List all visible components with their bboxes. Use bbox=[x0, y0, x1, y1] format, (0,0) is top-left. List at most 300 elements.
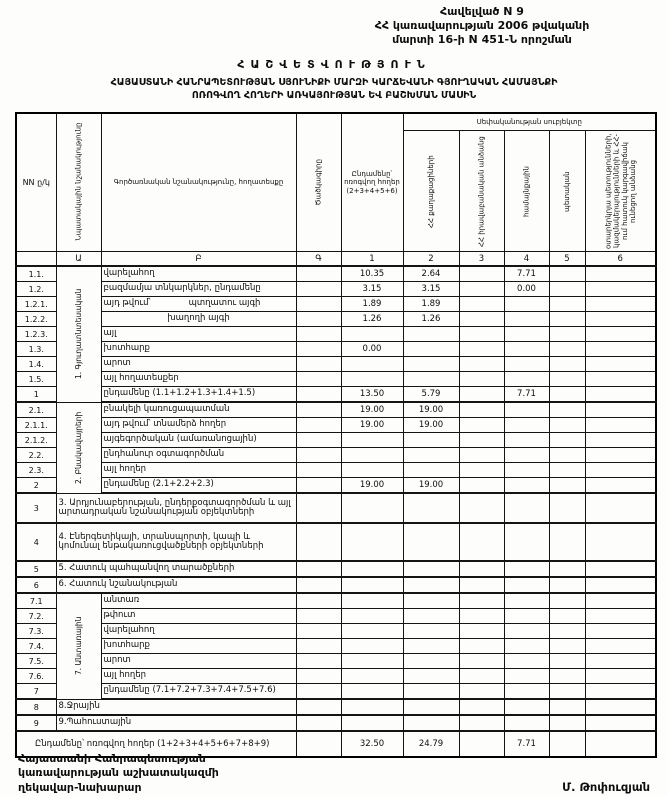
official-line: Հայաստանի Հանրապետության bbox=[18, 752, 206, 765]
code-cell bbox=[296, 357, 341, 372]
value-cell bbox=[549, 266, 585, 282]
value-cell bbox=[504, 577, 549, 593]
value-cell bbox=[549, 357, 585, 372]
value-cell bbox=[585, 561, 656, 577]
value-cell bbox=[585, 715, 656, 731]
label-cell: բազմամյա տնկարկներ, ընդամենը bbox=[101, 282, 296, 297]
row-number-cell: 7.5. bbox=[16, 654, 56, 669]
code-cell bbox=[296, 402, 341, 418]
value-cell bbox=[341, 593, 403, 609]
code-cell bbox=[296, 312, 341, 327]
value-cell: 1.26 bbox=[403, 312, 459, 327]
total-label-cell: Ընդամենը՝ ոռոգվող հողեր (1+2+3+4+5+6+7+8+9) bbox=[16, 731, 296, 757]
table-row bbox=[16, 609, 656, 624]
value-cell bbox=[459, 654, 504, 669]
value-cell bbox=[585, 699, 656, 715]
row-number-cell: 7.4. bbox=[16, 639, 56, 654]
value-cell bbox=[585, 357, 656, 372]
table-row bbox=[16, 561, 656, 577]
value-cell bbox=[341, 327, 403, 342]
table-row bbox=[16, 684, 656, 700]
table-row bbox=[16, 669, 656, 684]
table-head bbox=[16, 113, 656, 252]
col-header-citizens: ՀՀ քաղաքացիների bbox=[403, 131, 459, 252]
value-cell bbox=[459, 577, 504, 593]
value-cell bbox=[403, 523, 459, 561]
label-cell: խոտհարք bbox=[101, 639, 296, 654]
row-number-cell: 2 bbox=[16, 478, 56, 494]
code-cell bbox=[296, 523, 341, 561]
appendix-line: Հավելված N 9 bbox=[440, 5, 524, 18]
letter-cell: 1 bbox=[341, 252, 403, 267]
value-cell bbox=[504, 372, 549, 387]
value-cell bbox=[459, 593, 504, 609]
value-cell: 19.00 bbox=[341, 418, 403, 433]
value-cell: 32.50 bbox=[341, 731, 403, 757]
row-number-cell: 7.1 bbox=[16, 593, 56, 609]
label-cell: ընդամենը (2.1+2.2+2.3) bbox=[101, 478, 296, 494]
value-cell bbox=[504, 715, 549, 731]
value-cell bbox=[459, 266, 504, 282]
land-report-table bbox=[15, 112, 657, 758]
value-cell bbox=[549, 297, 585, 312]
value-cell bbox=[504, 402, 549, 418]
value-cell bbox=[585, 387, 656, 403]
value-cell bbox=[549, 312, 585, 327]
value-cell bbox=[459, 312, 504, 327]
value-cell bbox=[549, 561, 585, 577]
value-cell: 7.71 bbox=[504, 387, 549, 403]
value-cell bbox=[549, 327, 585, 342]
value-cell bbox=[585, 402, 656, 418]
label-prefix: այդ թվում՝ bbox=[103, 298, 151, 309]
row-number-cell: 1.2.1. bbox=[16, 297, 56, 312]
row-number-cell: 1.4. bbox=[16, 357, 56, 372]
value-cell: 7.71 bbox=[504, 731, 549, 757]
value-cell bbox=[459, 372, 504, 387]
value-cell bbox=[341, 577, 403, 593]
value-cell bbox=[504, 357, 549, 372]
table-row bbox=[16, 418, 656, 433]
value-cell bbox=[459, 433, 504, 448]
row-number-cell: 3 bbox=[16, 493, 56, 523]
value-cell bbox=[549, 609, 585, 624]
table-row bbox=[16, 342, 656, 357]
letter-cell: 3 bbox=[459, 252, 504, 267]
value-cell bbox=[341, 493, 403, 523]
table-row bbox=[16, 357, 656, 372]
value-cell bbox=[585, 577, 656, 593]
table-row bbox=[16, 639, 656, 654]
row-number-cell: 7 bbox=[16, 684, 56, 700]
value-cell bbox=[403, 433, 459, 448]
official-line: կառավարության աշխատակազմի bbox=[18, 766, 219, 780]
value-cell bbox=[549, 593, 585, 609]
table-row bbox=[16, 493, 656, 523]
value-cell bbox=[459, 357, 504, 372]
table-row bbox=[16, 654, 656, 669]
label-cell: այգեգործական (ամառանոցային) bbox=[101, 433, 296, 448]
value-cell bbox=[459, 715, 504, 731]
table-row bbox=[16, 282, 656, 297]
value-cell bbox=[504, 523, 549, 561]
letter-cell: Գ bbox=[296, 252, 341, 267]
footer bbox=[18, 752, 650, 795]
value-cell bbox=[504, 448, 549, 463]
value-cell bbox=[549, 387, 585, 403]
title-block bbox=[0, 58, 668, 103]
value-cell bbox=[504, 342, 549, 357]
code-cell bbox=[296, 493, 341, 523]
value-cell bbox=[459, 493, 504, 523]
value-cell bbox=[403, 357, 459, 372]
code-cell bbox=[296, 282, 341, 297]
value-cell bbox=[459, 609, 504, 624]
table-row bbox=[16, 402, 656, 418]
value-cell bbox=[585, 523, 656, 561]
code-cell bbox=[296, 463, 341, 478]
subtitle-line: ՀԱՅԱՍՏԱՆԻ ՀԱՆՐԱՊԵՏՈՒԹՅԱՆ ՍՅՈՒՆԻՔԻ ՄԱՐԶԻ ԿԱՐՃԵՎԱՆԻ ԳՅՈՒՂԱԿԱՆ ՀԱՄԱՅՆՔԻ bbox=[110, 77, 558, 88]
label-cell: թփուտ bbox=[101, 609, 296, 624]
code-cell bbox=[296, 433, 341, 448]
value-cell bbox=[549, 523, 585, 561]
value-cell bbox=[403, 609, 459, 624]
value-cell bbox=[341, 463, 403, 478]
table-row bbox=[16, 297, 656, 312]
value-cell bbox=[403, 593, 459, 609]
appendix-note bbox=[306, 5, 658, 47]
value-cell bbox=[459, 523, 504, 561]
col-header-function: Գործառնական նշանակությունը, հողատեսքը bbox=[101, 113, 296, 252]
code-cell bbox=[296, 593, 341, 609]
value-cell bbox=[504, 639, 549, 654]
letter-cell: 5 bbox=[549, 252, 585, 267]
col-header-total: Ընդամենը՝ ոռոգվող հողեր (2+3+4+5+6) bbox=[341, 113, 403, 252]
code-cell bbox=[296, 327, 341, 342]
value-cell bbox=[403, 654, 459, 669]
value-cell bbox=[504, 609, 549, 624]
value-cell bbox=[549, 418, 585, 433]
value-cell bbox=[549, 577, 585, 593]
value-cell bbox=[403, 327, 459, 342]
value-cell: 19.00 bbox=[403, 402, 459, 418]
row-number-cell: 1.3. bbox=[16, 342, 56, 357]
value-cell bbox=[459, 327, 504, 342]
value-cell bbox=[504, 699, 549, 715]
row-number-cell: 4 bbox=[16, 523, 56, 561]
value-cell bbox=[585, 624, 656, 639]
report-title: ՀԱՇՎԵՏՎՈՒԹՅՈՒՆ bbox=[237, 58, 431, 71]
value-cell bbox=[459, 639, 504, 654]
value-cell bbox=[549, 493, 585, 523]
value-cell bbox=[403, 561, 459, 577]
value-cell bbox=[341, 639, 403, 654]
letter-cell: 4 bbox=[504, 252, 549, 267]
label-cell: վարելահող bbox=[101, 624, 296, 639]
value-cell bbox=[459, 684, 504, 700]
label-detail: պտղատու այգի bbox=[188, 298, 261, 309]
value-cell bbox=[504, 312, 549, 327]
value-cell: 0.00 bbox=[504, 282, 549, 297]
ownership-banner: Սեփականության սուբյեկտը bbox=[403, 113, 656, 131]
value-cell bbox=[504, 684, 549, 700]
value-cell bbox=[504, 463, 549, 478]
value-cell bbox=[585, 493, 656, 523]
col-header-state: պետական bbox=[549, 131, 585, 252]
row-number-cell: 7.6. bbox=[16, 669, 56, 684]
table-row bbox=[16, 699, 656, 715]
code-cell bbox=[296, 448, 341, 463]
row-number-cell: 1.2.3. bbox=[16, 327, 56, 342]
value-cell bbox=[459, 561, 504, 577]
label-cell: ընդամենը (7.1+7.2+7.3+7.4+7.5+7.6) bbox=[101, 684, 296, 700]
value-cell: 19.00 bbox=[341, 402, 403, 418]
row-number-cell: 5 bbox=[16, 561, 56, 577]
row-number-cell: 8 bbox=[16, 699, 56, 715]
value-cell bbox=[549, 342, 585, 357]
value-cell bbox=[549, 654, 585, 669]
value-cell: 5.79 bbox=[403, 387, 459, 403]
label-cell: խաղողի այգի bbox=[101, 312, 296, 327]
table-row bbox=[16, 577, 656, 593]
value-cell bbox=[459, 342, 504, 357]
code-cell bbox=[296, 669, 341, 684]
table-row bbox=[16, 312, 656, 327]
value-cell bbox=[341, 609, 403, 624]
value-cell bbox=[341, 669, 403, 684]
table-row bbox=[16, 624, 656, 639]
value-cell: 10.35 bbox=[341, 266, 403, 282]
value-cell bbox=[403, 493, 459, 523]
report-subtitle bbox=[0, 77, 668, 103]
value-cell bbox=[403, 639, 459, 654]
code-cell bbox=[296, 654, 341, 669]
value-cell bbox=[403, 715, 459, 731]
value-cell bbox=[341, 357, 403, 372]
label-cell: ընդհանուր օգտագործման bbox=[101, 448, 296, 463]
value-cell bbox=[504, 297, 549, 312]
value-cell bbox=[585, 463, 656, 478]
value-cell bbox=[403, 699, 459, 715]
table-row bbox=[16, 433, 656, 448]
label-cell: վարելահող bbox=[101, 266, 296, 282]
category-cell: 2. Բնակավայրերի bbox=[56, 402, 101, 493]
value-cell bbox=[585, 372, 656, 387]
section-label-cell: 3. Արդյունաբերության, ընդերքօգտագործման և այլ արտադրական նշանակության օբյեկտների bbox=[56, 493, 296, 523]
code-cell bbox=[296, 418, 341, 433]
value-cell bbox=[341, 684, 403, 700]
value-cell bbox=[585, 609, 656, 624]
value-cell bbox=[403, 448, 459, 463]
value-cell bbox=[341, 561, 403, 577]
label-cell: այլ հողատեսքեր bbox=[101, 372, 296, 387]
table-row bbox=[16, 266, 656, 282]
value-cell bbox=[585, 418, 656, 433]
value-cell bbox=[585, 266, 656, 282]
value-cell: 13.50 bbox=[341, 387, 403, 403]
value-cell bbox=[459, 418, 504, 433]
value-cell bbox=[585, 342, 656, 357]
table-row bbox=[16, 463, 656, 478]
value-cell bbox=[341, 654, 403, 669]
col-header-nn: NN ը/կ bbox=[16, 113, 56, 252]
code-cell bbox=[296, 387, 341, 403]
value-cell bbox=[585, 654, 656, 669]
value-cell bbox=[341, 715, 403, 731]
value-cell bbox=[403, 342, 459, 357]
letter-cell: 2 bbox=[403, 252, 459, 267]
value-cell bbox=[549, 699, 585, 715]
row-number-cell: 1.2. bbox=[16, 282, 56, 297]
value-cell: 3.15 bbox=[341, 282, 403, 297]
table-row bbox=[16, 715, 656, 731]
code-cell bbox=[296, 577, 341, 593]
value-cell bbox=[585, 297, 656, 312]
value-cell bbox=[341, 448, 403, 463]
value-cell bbox=[504, 669, 549, 684]
label-cell: այլ հողեր bbox=[101, 669, 296, 684]
header-row-top bbox=[16, 113, 656, 131]
col-header-code: Ծածկագիրը bbox=[296, 113, 341, 252]
value-cell bbox=[549, 684, 585, 700]
value-cell bbox=[585, 327, 656, 342]
label-cell: այլ bbox=[101, 327, 296, 342]
value-cell: 19.00 bbox=[341, 478, 403, 494]
row-number-cell: 1.5. bbox=[16, 372, 56, 387]
value-cell bbox=[459, 448, 504, 463]
value-cell bbox=[549, 639, 585, 654]
table-row bbox=[16, 327, 656, 342]
value-cell bbox=[459, 463, 504, 478]
value-cell bbox=[459, 387, 504, 403]
value-cell bbox=[585, 478, 656, 494]
label-cell: այլ հողեր bbox=[101, 463, 296, 478]
letter-cell: Բ bbox=[101, 252, 296, 267]
col-header-community: համայնքային bbox=[504, 131, 549, 252]
value-cell bbox=[403, 624, 459, 639]
value-cell bbox=[459, 669, 504, 684]
value-cell bbox=[504, 624, 549, 639]
value-cell bbox=[341, 372, 403, 387]
value-cell bbox=[585, 669, 656, 684]
row-number-cell: 2.1.1. bbox=[16, 418, 56, 433]
value-cell bbox=[504, 327, 549, 342]
value-cell: 19.00 bbox=[403, 418, 459, 433]
value-cell bbox=[459, 699, 504, 715]
table-row bbox=[16, 593, 656, 609]
value-cell bbox=[504, 654, 549, 669]
code-cell bbox=[296, 342, 341, 357]
label-cell bbox=[101, 297, 296, 312]
label-cell: արոտ bbox=[101, 654, 296, 669]
category-cell: 1. Գյուղատնտեսական bbox=[56, 266, 101, 402]
value-cell: 1.26 bbox=[341, 312, 403, 327]
value-cell bbox=[403, 577, 459, 593]
code-cell bbox=[296, 372, 341, 387]
table-row bbox=[16, 448, 656, 463]
col-header-legal-entities: ՀՀ իրավաբանական անձանց bbox=[459, 131, 504, 252]
value-cell bbox=[341, 699, 403, 715]
section-label-cell: 4. Էներգետիկայի, տրանսպորտի, կապի և կոմունալ ենթակառուցվածքների օբյեկտների bbox=[56, 523, 296, 561]
value-cell bbox=[549, 448, 585, 463]
value-cell bbox=[341, 433, 403, 448]
value-cell bbox=[585, 433, 656, 448]
value-cell: 24.79 bbox=[403, 731, 459, 757]
code-cell bbox=[296, 699, 341, 715]
label-cell: խոտհարք bbox=[101, 342, 296, 357]
value-cell bbox=[403, 372, 459, 387]
value-cell bbox=[585, 639, 656, 654]
value-cell bbox=[459, 297, 504, 312]
label-cell: բնակելի կառուցապատման bbox=[101, 402, 296, 418]
appendix-line: ՀՀ կառավարության 2006 թվականի bbox=[374, 19, 590, 33]
value-cell: 1.89 bbox=[341, 297, 403, 312]
row-number-cell: 1 bbox=[16, 387, 56, 403]
label-cell: այդ թվում՝ տնամերձ հողեր bbox=[101, 418, 296, 433]
row-number-cell: 9 bbox=[16, 715, 56, 731]
signature-name: Մ. Թոփուզյան bbox=[562, 779, 650, 794]
value-cell: 7.71 bbox=[504, 266, 549, 282]
letter-cell bbox=[16, 252, 56, 267]
value-cell bbox=[459, 402, 504, 418]
row-number-cell: 6 bbox=[16, 577, 56, 593]
value-cell bbox=[504, 418, 549, 433]
row-number-cell: 2.1. bbox=[16, 402, 56, 418]
letter-cell: 6 bbox=[585, 252, 656, 267]
value-cell bbox=[403, 669, 459, 684]
section-label-cell: 5. Հատուկ պահպանվող տարածքների bbox=[56, 561, 296, 577]
value-cell: 3.15 bbox=[403, 282, 459, 297]
section-label-cell: 6. Հատուկ նշանակության bbox=[56, 577, 296, 593]
value-cell bbox=[585, 282, 656, 297]
table-row bbox=[16, 387, 656, 403]
letter-cell: Ա bbox=[56, 252, 101, 267]
value-cell bbox=[549, 624, 585, 639]
value-cell bbox=[549, 463, 585, 478]
value-cell bbox=[549, 282, 585, 297]
label-cell: արոտ bbox=[101, 357, 296, 372]
code-cell bbox=[296, 297, 341, 312]
code-cell bbox=[296, 715, 341, 731]
row-number-cell: 2.1.2. bbox=[16, 433, 56, 448]
value-cell bbox=[504, 561, 549, 577]
value-cell bbox=[585, 448, 656, 463]
value-cell bbox=[459, 624, 504, 639]
value-cell bbox=[549, 372, 585, 387]
value-cell: 19.00 bbox=[403, 478, 459, 494]
row-number-cell: 2.3. bbox=[16, 463, 56, 478]
value-cell: 0.00 bbox=[341, 342, 403, 357]
value-cell bbox=[459, 282, 504, 297]
value-cell: 2.64 bbox=[403, 266, 459, 282]
value-cell bbox=[585, 312, 656, 327]
value-cell bbox=[585, 593, 656, 609]
code-cell bbox=[296, 609, 341, 624]
table-body bbox=[16, 252, 656, 758]
col-header-purpose: Նպատակային նշանակությունը bbox=[56, 113, 101, 252]
appendix-line: մարտի 16-ի N 451-Ն որոշման bbox=[392, 33, 572, 47]
table-row bbox=[16, 478, 656, 494]
value-cell bbox=[459, 478, 504, 494]
value-cell bbox=[403, 463, 459, 478]
subtitle-line: ՈՌՈԳՎՈՂ ՀՈՂԵՐԻ ԱՌԿԱՅՈՒԹՅԱՆ ԵՎ ԲԱՇԽՄԱՆ ՄԱՍԻՆ bbox=[191, 89, 477, 101]
row-number-cell: 7.2. bbox=[16, 609, 56, 624]
section-label-cell: 8.Ջրային bbox=[56, 699, 296, 715]
value-cell bbox=[504, 478, 549, 494]
value-cell bbox=[549, 715, 585, 731]
value-cell bbox=[504, 433, 549, 448]
value-cell bbox=[504, 493, 549, 523]
